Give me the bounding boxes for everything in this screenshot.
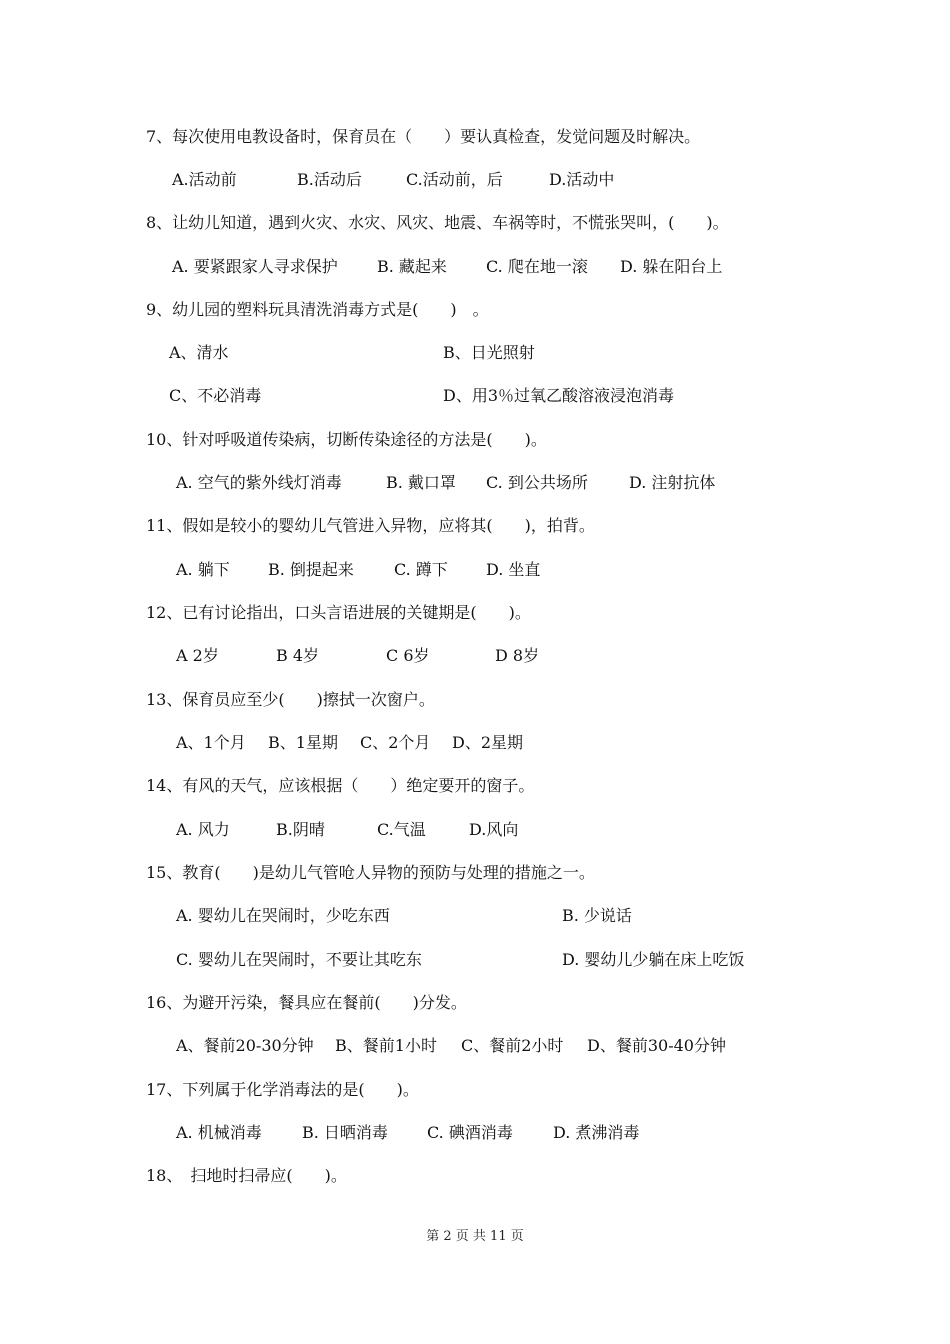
- option-16b: B、餐前1小时: [335, 1036, 437, 1055]
- option-13b: B、1星期: [268, 733, 338, 752]
- option-13a: A、1个月: [176, 733, 246, 752]
- option-9d: D、用3％过氧乙酸溶液浸泡消毒: [443, 386, 675, 405]
- option-16d: D、餐前30-40分钟: [587, 1036, 726, 1055]
- option-8a: A. 要紧跟家人寻求保护: [172, 257, 338, 276]
- option-15d: D. 婴幼儿少躺在床上吃饭: [562, 950, 745, 969]
- option-13d: D、2星期: [452, 733, 524, 752]
- option-10a: A. 空气的紫外线灯消毒: [176, 473, 342, 492]
- option-12c: C 6岁: [386, 646, 430, 665]
- question-11: 11、假如是较小的婴幼儿气管进入异物，应将其( )，拍背。: [146, 516, 595, 535]
- option-11d: D. 坐直: [486, 560, 541, 579]
- option-10c: C. 到公共场所: [486, 473, 588, 492]
- option-15a: A. 婴幼儿在哭闹时，少吃东西: [176, 906, 390, 925]
- option-11c: C. 蹲下: [394, 560, 448, 579]
- question-13: 13、保育员应至少( )擦拭一次窗户。: [146, 690, 435, 709]
- question-9: 9、幼儿园的塑料玩具清洗消毒方式是( ) 。: [146, 300, 489, 319]
- option-17a: A. 机械消毒: [176, 1123, 262, 1142]
- option-10b: B. 戴口罩: [386, 473, 456, 492]
- option-10d: D. 注射抗体: [629, 473, 716, 492]
- option-8b: B. 藏起来: [377, 257, 447, 276]
- option-12a: A 2岁: [176, 646, 219, 665]
- option-12b: B 4岁: [276, 646, 320, 665]
- option-8d: D. 躲在阳台上: [620, 257, 723, 276]
- question-12: 12、已有讨论指出，口头言语进展的关键期是( )。: [146, 603, 531, 622]
- option-13c: C、2个月: [360, 733, 431, 752]
- question-17: 17、下列属于化学消毒法的是( )。: [146, 1080, 419, 1099]
- option-7b: B.活动后: [297, 170, 362, 189]
- option-11a: A. 躺下: [176, 560, 230, 579]
- question-15: 15、教育( )是幼儿气管呛人异物的预防与处理的措施之一。: [146, 863, 595, 882]
- question-18: 18、 扫地时扫帚应( )。: [146, 1166, 347, 1185]
- option-15c: C. 婴幼儿在哭闹时，不要让其吃东: [176, 950, 422, 969]
- option-14a: A. 风力: [176, 820, 230, 839]
- option-9b: B、日光照射: [443, 343, 535, 362]
- option-9c: C、不必消毒: [169, 386, 262, 405]
- option-16c: C、餐前2小时: [461, 1036, 564, 1055]
- option-7a: A.活动前: [172, 170, 237, 189]
- option-14b: B.阴晴: [276, 820, 325, 839]
- option-8c: C. 爬在地一滚: [486, 257, 588, 276]
- option-14c: C.气温: [377, 820, 426, 839]
- option-11b: B. 倒提起来: [268, 560, 354, 579]
- option-9a: A、清水: [169, 343, 229, 362]
- option-17b: B. 日晒消毒: [302, 1123, 388, 1142]
- option-7c: C.活动前，后: [406, 170, 503, 189]
- question-16: 16、为避开污染，餐具应在餐前( )分发。: [146, 993, 467, 1012]
- option-7d: D.活动中: [549, 170, 615, 189]
- option-16a: A、餐前20-30分钟: [176, 1036, 314, 1055]
- option-14d: D.风向: [469, 820, 519, 839]
- option-17c: C. 碘酒消毒: [427, 1123, 513, 1142]
- page-footer: 第 2 页 共 11 页: [426, 1229, 524, 1244]
- question-14: 14、有风的天气，应该根据（ ）绝定要开的窗子。: [146, 776, 535, 795]
- question-10: 10、针对呼吸道传染病，切断传染途径的方法是( )。: [146, 430, 547, 449]
- option-15b: B. 少说话: [562, 906, 632, 925]
- question-8: 8、让幼儿知道，遇到火灾、水灾、风灾、地震、车祸等时，不慌张哭叫，( )。: [146, 213, 729, 232]
- question-7: 7、每次使用电教设备时，保育员在（ ）要认真检查，发觉问题及时解决。: [146, 127, 701, 146]
- option-12d: D 8岁: [495, 646, 540, 665]
- option-17d: D. 煮沸消毒: [553, 1123, 640, 1142]
